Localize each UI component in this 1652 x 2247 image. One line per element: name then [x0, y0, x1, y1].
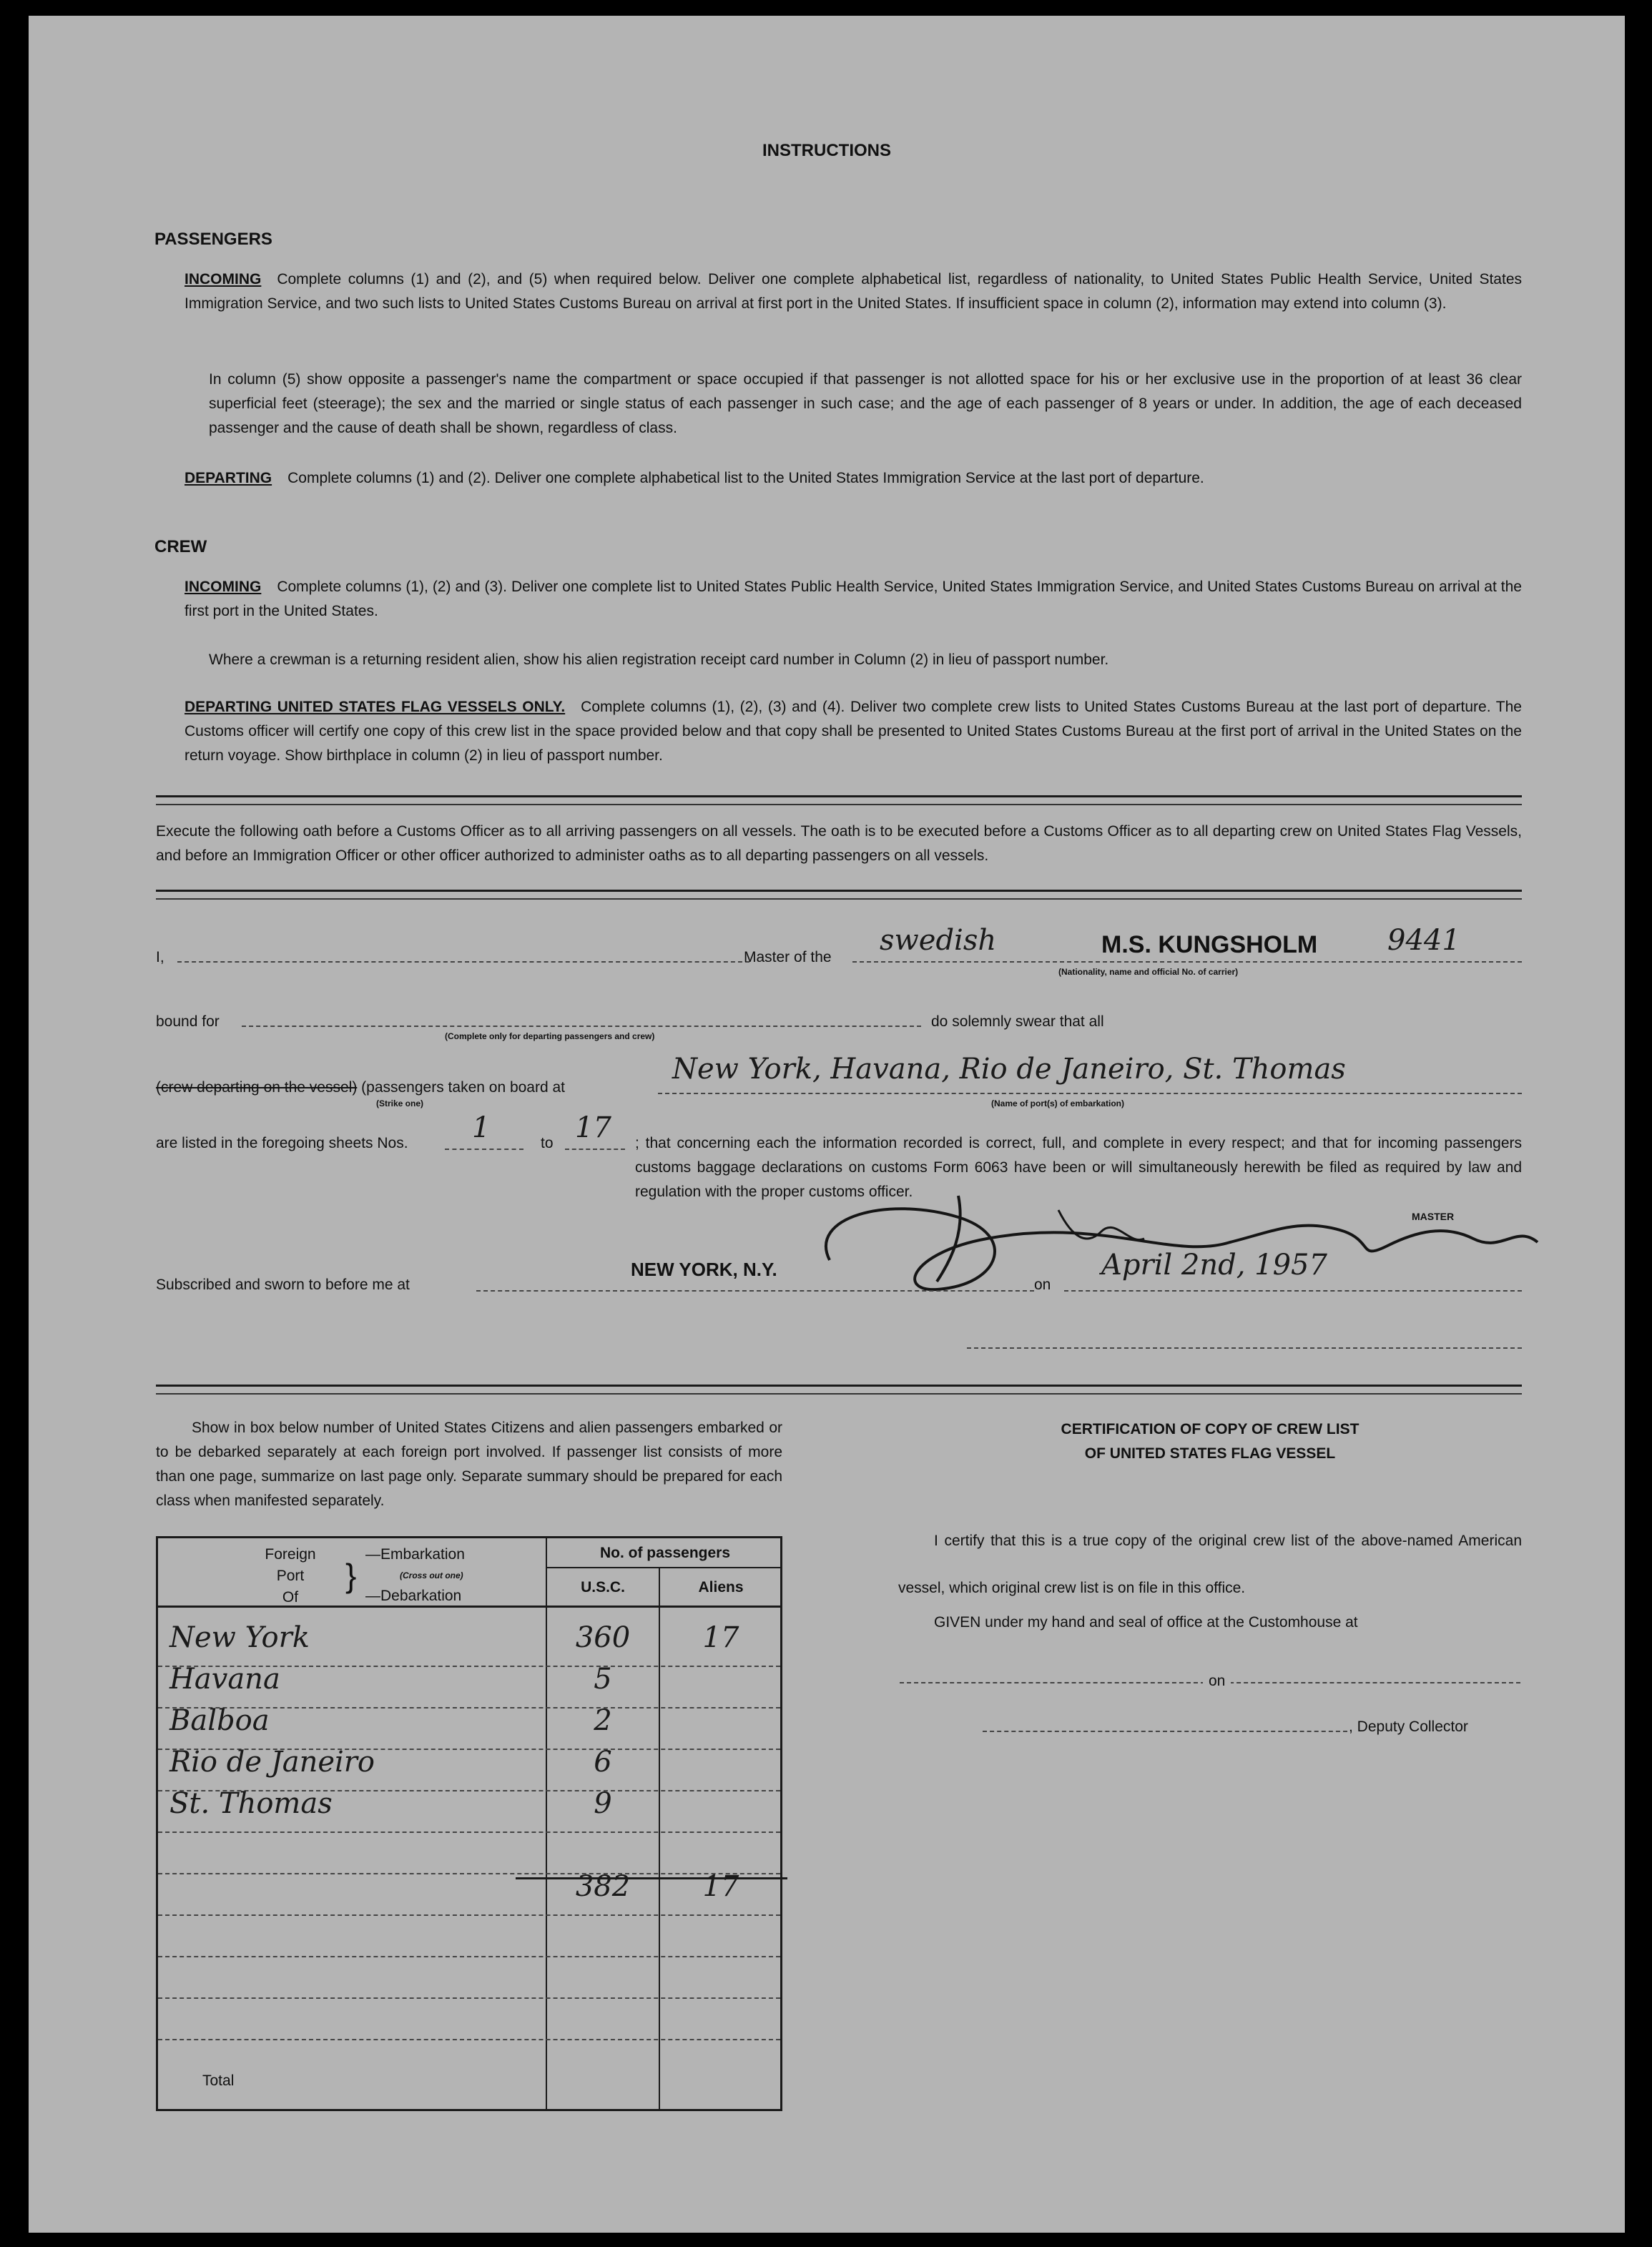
listed-label: are listed in the foregoing sheets Nos.	[156, 1135, 408, 1151]
crew-departing-text: Complete columns (1), (2), (3) and (4). Deliver two complete crew lists to United States Customs Bureau at the last port of departure. The Customs officer will certify one copy of this crew list in the space provided below and that copy shall be presented to United States Customs Bureau at the first port of arrival in the United States on the return voyage. Show birthplace in column (2) in lieu of passport number.	[185, 699, 1522, 764]
passengers-column5-paragraph: In column (5) show opposite a passenger's name the compartment or space occupied if that passenger is not allotted space for his or her exclusive use in the proportion of at least 36 clear superficial feet (steerage); the sex and the married or single status of each passenger in such case; and the age of each passenger of 8 years or under. In addition, the age of each deceased passenger and the cause of death shall be shown, regardless of class.	[209, 371, 1522, 436]
nationality-handwritten: swedish	[880, 924, 997, 957]
passengers-departing-paragraph	[185, 466, 1522, 491]
row-port: New York	[169, 1621, 310, 1654]
passengers-incoming-paragraph	[185, 267, 1522, 316]
row-port: Rio de Janeiro	[169, 1746, 375, 1779]
row-divider	[158, 1914, 780, 1916]
master-signature	[801, 1174, 1559, 1317]
col-foreign-port-of	[237, 1544, 344, 1608]
summary-instructions: Show in box below number of United States Citizens and alien passengers embarked or to be debarked separately at each foreign port involved. If passenger list consists of more than one page, summarize on last page only. Separate summary should be prepared for each class when manifested separately.	[156, 1420, 782, 1509]
col-embark-debark	[365, 1544, 465, 1607]
master-name-line	[177, 961, 749, 963]
passengers-incoming-label: INCOMING	[185, 271, 262, 287]
ports-handwritten: New York, Havana, Rio de Janeiro, St. Thomas	[672, 1053, 1346, 1086]
crew-incoming-paragraph	[185, 575, 1522, 624]
row-divider	[158, 1997, 780, 1999]
divider-2	[156, 890, 1522, 892]
oath-intro: Execute the following oath before a Customs Officer as to all arriving passengers on all vessels. The oath is to be executed before a Customs Officer as to all departing crew on United States Flag Vessels, and before an Immigration Officer or other officer authorized to administer oaths as to all departing passengers on all vessels.	[156, 823, 1522, 864]
instructions-title: INSTRUCTIONS	[762, 141, 891, 160]
col-of: Of	[282, 1589, 299, 1606]
row-usc: 382	[575, 1870, 631, 1903]
col-debarkation: —Debarkation	[365, 1588, 462, 1604]
divider-3b	[156, 1393, 1522, 1395]
bound-for-label: bound for	[156, 1013, 220, 1030]
passenger-summary-table	[156, 1536, 782, 2111]
sheet-to-handwritten: 17	[575, 1111, 611, 1144]
place-line	[476, 1290, 1034, 1292]
date-handwritten: April 2nd, 1957	[1101, 1249, 1327, 1282]
row-usc: 9	[594, 1787, 612, 1820]
col-aliens: Aliens	[698, 1579, 744, 1595]
master-label: MASTER	[1412, 1211, 1455, 1222]
passengers-header-line	[547, 1567, 780, 1568]
to-label: to	[541, 1135, 554, 1151]
crew-departing-struck: (crew departing on the vessel)	[156, 1079, 358, 1096]
crew-departing-label: DEPARTING UNITED STATES FLAG VESSELS ONLY.	[185, 699, 566, 715]
usc-column-line	[546, 1538, 547, 2109]
passengers-taken-label: (passengers taken on board at	[361, 1079, 566, 1096]
row-divider	[158, 1831, 780, 1833]
sworn-on-label: on	[1034, 1277, 1051, 1293]
certification-title-line2: OF UNITED STATES FLAG VESSEL	[1084, 1445, 1336, 1462]
col-cross: (Cross out one)	[400, 1570, 463, 1580]
crew-departing-paragraph	[185, 695, 1522, 768]
sheet-to-line	[565, 1149, 625, 1150]
certification-title-line1: CERTIFICATION OF COPY OF CREW LIST	[1061, 1421, 1360, 1437]
bound-note: (Complete only for departing passengers and crew)	[445, 1031, 655, 1041]
certification-title	[898, 1417, 1522, 1466]
col-foreign: Foreign	[265, 1546, 316, 1563]
row-port: Havana	[169, 1663, 280, 1696]
col-embarkation: —Embarkation	[365, 1546, 465, 1563]
carrier-line	[852, 961, 1522, 963]
vessel-name-stamp: M.S. KUNGSHOLM	[1101, 931, 1318, 958]
row-port: Balboa	[169, 1704, 270, 1737]
master-of-label: Master of the	[744, 949, 832, 965]
row-divider	[158, 1956, 780, 1957]
passengers-heading: PASSENGERS	[154, 230, 272, 249]
sheet-from-line	[445, 1149, 523, 1150]
ports-note: (Name of port(s) of embarkation)	[991, 1098, 1125, 1108]
row-port: St. Thomas	[169, 1787, 333, 1820]
crew-heading: CREW	[154, 537, 207, 556]
sheet-from-handwritten: 1	[472, 1111, 491, 1144]
divider-2b	[156, 898, 1522, 900]
strike-note: (Strike one)	[376, 1098, 424, 1108]
passengers-departing-label: DEPARTING	[185, 470, 272, 486]
carrier-note: (Nationality, name and official No. of carrier)	[1058, 967, 1239, 977]
crew-incoming-label: INCOMING	[185, 579, 262, 595]
row-usc: 2	[594, 1704, 612, 1737]
deputy-label: , Deputy Collector	[1349, 1719, 1468, 1735]
divider-1	[156, 795, 1522, 797]
row-aliens: 17	[702, 1621, 739, 1654]
total-label: Total	[202, 2073, 235, 2089]
subscribed-label: Subscribed and sworn to before me at	[156, 1277, 410, 1293]
date-line	[1064, 1290, 1522, 1292]
divider-3	[156, 1385, 1522, 1387]
listed-rest: ; that concerning each the information recorded is correct, full, and complete in every respect; and that for incoming passengers customs baggage declarations on customs Form 6063 have been or will simultaneously herewith be filed as required by law and regulation with the proper customs officer.	[635, 1135, 1522, 1200]
row-usc: 6	[594, 1746, 612, 1779]
col-port: Port	[276, 1568, 305, 1584]
officer-signature-line	[967, 1347, 1522, 1349]
swear-label: do solemnly swear that all	[931, 1013, 1104, 1030]
row-divider	[158, 2039, 780, 2040]
given-text: GIVEN under my hand and seal of office at the Customhouse at	[934, 1614, 1358, 1631]
row-usc: 5	[594, 1663, 612, 1696]
divider-1b	[156, 804, 1522, 805]
ports-line	[658, 1093, 1522, 1094]
brace: }	[345, 1557, 357, 1594]
i-label: I,	[156, 949, 164, 965]
deputy-line	[983, 1731, 1347, 1732]
row-aliens: 17	[702, 1870, 739, 1903]
certify-text: I certify that this is a true copy of the original crew list of the above-named American vessel, which original crew list is on file in this office.	[898, 1533, 1522, 1596]
oath-embarkation-line	[156, 1076, 565, 1100]
row-usc: 360	[575, 1621, 631, 1654]
passengers-incoming-text: Complete columns (1) and (2), and (5) when required below. Deliver one complete alphabetical list, regardless of nationality, to United States Public Health Service, United States Immigration Service, and two such lists to United States Customs Bureau on arrival at first port in the United States. If insufficient space in column (2), information may extend into column (3).	[185, 271, 1522, 312]
place-stamp: NEW YORK, N.Y.	[631, 1259, 777, 1280]
cert-on-label: on	[1203, 1669, 1231, 1693]
col-usc: U.S.C.	[581, 1579, 625, 1595]
form-page	[29, 16, 1625, 2233]
bound-for-line	[242, 1026, 921, 1027]
official-no-handwritten: 9441	[1387, 924, 1460, 957]
crew-incoming-text: Complete columns (1), (2) and (3). Deliver one complete list to United States Public Health Service, United States Immigration Service, and United States Customs Bureau on arrival at the first port in the United States.	[185, 579, 1522, 619]
crew-resident-paragraph: Where a crewman is a returning resident alien, show his alien registration receipt card number in Column (2) in lieu of passport number.	[209, 652, 1109, 668]
col-passengers: No. of passengers	[599, 1545, 731, 1561]
passengers-departing-text: Complete columns (1) and (2). Deliver one complete alphabetical list to the United States Immigration Service at the last port of departure.	[287, 470, 1204, 486]
